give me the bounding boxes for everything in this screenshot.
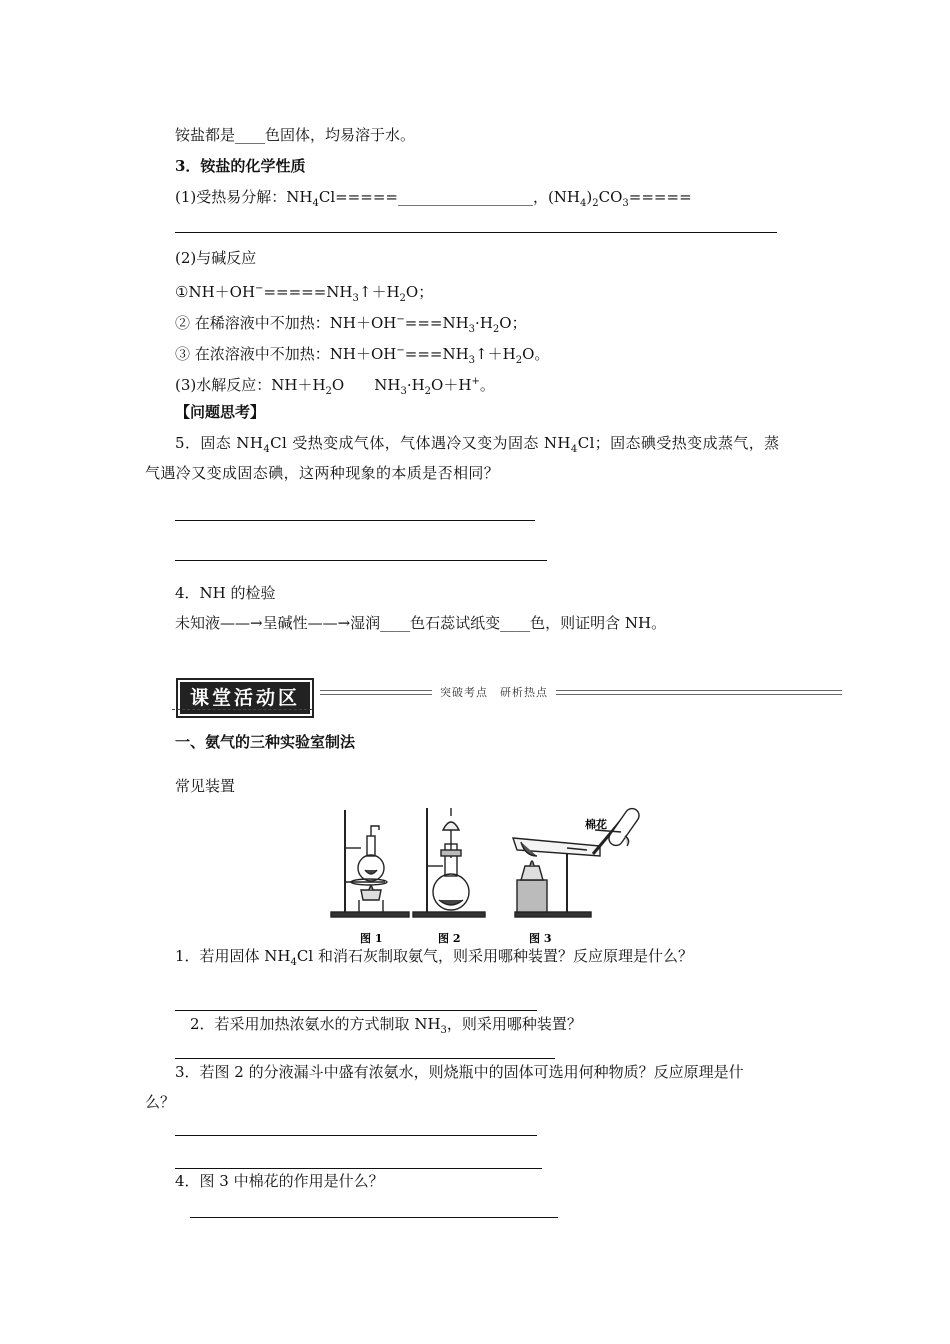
stand-base-3 <box>515 912 591 917</box>
reaction-2: ② 在稀溶液中不加热：$NH+OH^-===NH_3\cdot H_2O$； <box>175 314 527 335</box>
figure-label-2: 图 2 <box>438 932 461 945</box>
ammonium-color-line: 铵盐都是____色固体，均易溶于水。 <box>175 126 416 144</box>
answer-line <box>175 1058 555 1059</box>
question-5-line2: 气遇冷又变成固态碘，这两种现象的本质是否相同？ <box>145 464 500 482</box>
figure-label-1: 图 1 <box>360 932 383 945</box>
stand-base-2 <box>413 912 485 917</box>
answer-line <box>175 560 547 561</box>
question-1: 1．若用固体 $NH_4Cl$ 和消石灰制取氨气，则采用哪种装置？反应原理是什么？ <box>175 947 693 968</box>
base-reaction-title: (2)与碱反应 <box>175 249 257 267</box>
section3-title: 3．铵盐的化学性质 <box>175 157 306 175</box>
banner-dash <box>172 709 312 710</box>
common-device-label: 常见装置 <box>175 777 236 795</box>
heat-decomposition-line: (1)受热易分解：$NH_4Cl=====\_\_\_\_\_\_\_\_\_\_\_\_\_\_\_\_\_\_$，$(NH_4)_2CO_3=====$ <box>175 188 692 209</box>
think-title: 【问题思考】 <box>175 403 266 421</box>
hydrolysis-reaction: (3)水解反应：$NH+H_2O$ $NH_3\cdot H_2O+H^+$。 <box>175 376 495 397</box>
figure-label-3: 图 3 <box>529 932 552 945</box>
apparatus-drawing <box>325 800 660 948</box>
banner-title: 课堂活动区 <box>178 680 312 716</box>
part1-title: 一、氨气的三种实验室制法 <box>175 733 356 751</box>
apparatus-figure <box>325 800 660 948</box>
section4-title: 4．NH 的检验 <box>175 584 276 602</box>
answer-line <box>175 1135 537 1136</box>
answer-line <box>190 1217 558 1218</box>
banner-rule <box>320 690 842 695</box>
question-4: 4．图 3 中棉花的作用是什么？ <box>175 1172 384 1190</box>
reaction-3: ③ 在浓溶液中不加热：$NH+OH^-===NH_3↑+H_2O$。 <box>175 345 550 366</box>
question-3-line2: 么？ <box>145 1093 176 1111</box>
answer-line <box>175 232 777 233</box>
stand-base-1 <box>331 912 409 917</box>
question-3-line1: 3．若图 2 的分液漏斗中盛有浓氨水，则烧瓶中的固体可选用何种物质？反应原理是什 <box>175 1063 744 1081</box>
answer-line <box>175 520 535 521</box>
section4-body: 未知液——→呈碱性——→湿润____色石蕊试纸变____色，则证明含 NH。 <box>175 614 667 632</box>
answer-line <box>175 1010 537 1011</box>
answer-line <box>175 1168 542 1169</box>
question-5-line1: 5．固态 $NH_4Cl$ 受热变成气体，气体遇冷又变为固态 $NH_4Cl$；固态碘受热变成蒸气，蒸 <box>175 434 780 455</box>
reaction-1: $①NH+OH^-=====NH_3↑+H_2O$； <box>175 283 434 304</box>
question-2: 2．若采用加热浓氨水的方式制取 $NH_3$，则采用哪种装置？ <box>190 1015 582 1036</box>
cotton-label: 棉花 <box>585 818 607 831</box>
section-banner <box>172 678 842 714</box>
banner-subtitle: 突破考点 研析热点 <box>432 684 556 700</box>
